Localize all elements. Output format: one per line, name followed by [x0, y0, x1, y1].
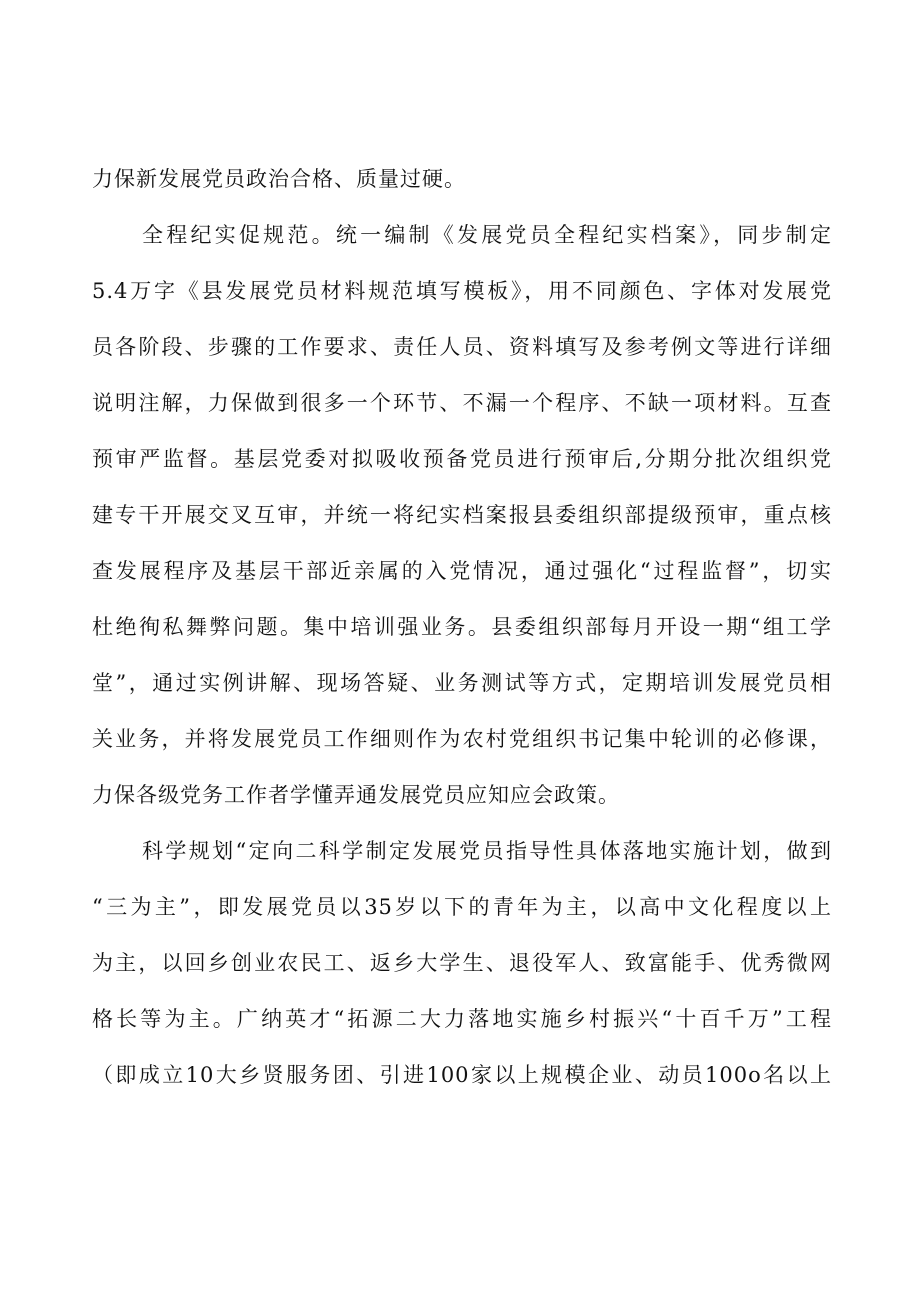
text-line: 堂”，通过实例讲解、现场答疑、业务测试等方式，定期培训发展党员相 [92, 671, 832, 695]
text-line: 为主，以回乡创业农民工、返乡大学生、退役军人、致富能手、优秀微网 [92, 951, 832, 975]
text-line: 查发展程序及基层干部近亲属的入党情况，通过强化“过程监督”，切实 [92, 559, 832, 583]
text-line: 员各阶段、步骤的工作要求、责任人员、资料填写及参考例文等进行详细 [92, 335, 832, 359]
text-line: 科学规划“定向二科学制定发展党员指导性具体落地实施计划，做到 [142, 839, 832, 863]
document-body [92, 168, 832, 1103]
text-line: 说明注解，力保做到很多一个环节、不漏一个程序、不缺一项材料。互查 [92, 391, 832, 415]
text-line: 建专干开展交叉互审，并统一将纪实档案报县委组织部提级预审，重点核 [92, 503, 832, 527]
text-line: 格长等为主。广纳英才“拓源二大力落地实施乡村振兴“十百千万”工程 [92, 1007, 832, 1031]
text-line: 5.4万字《县发展党员材料规范填写模板》，用不同颜色、字体对发展党 [92, 279, 832, 303]
text-line: （即成立10大乡贤服务团、引进100家以上规模企业、动员100o名以上 [92, 1063, 832, 1087]
text-line: 杜绝徇私舞弊问题。集中培训强业务。县委组织部每月开设一期“组工学 [92, 615, 832, 639]
text-line: 力保新发展党员政治合格、质量过硬。 [92, 167, 466, 191]
text-line: 全程纪实促规范。统一编制《发展党员全程纪实档案》，同步制定 [142, 223, 832, 247]
text-line: 关业务，并将发展党员工作细则作为农村党组织书记集中轮训的必修课， [92, 727, 832, 751]
text-line: “三为主”，即发展党员以35岁以下的青年为主，以高中文化程度以上 [92, 895, 832, 919]
text-line: 预审严监督。基层党委对拟吸收预备党员进行预审后,分期分批次组织党 [92, 447, 832, 471]
text-line: 力保各级党务工作者学懂弄通发展党员应知应会政策。 [92, 783, 620, 807]
